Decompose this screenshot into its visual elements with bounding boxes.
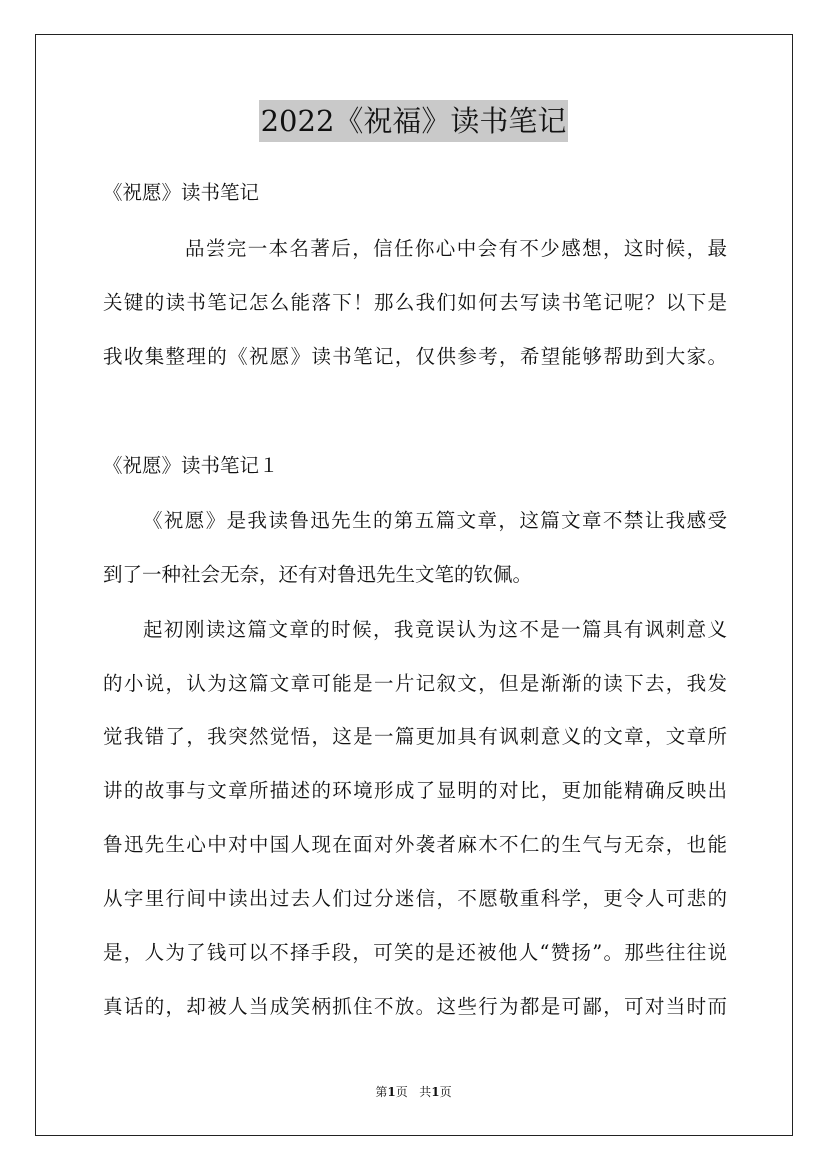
paragraph2-line-4: 讲的故事与文章所描述的环境形成了显明的对比，更加能精确反映出 (103, 779, 727, 802)
footer-page-prefix: 第 (375, 1085, 388, 1099)
paragraph2-line-6: 从字里行间中读出过去人们过分迷信，不愿敬重科学，更令人可悲的 (103, 887, 727, 910)
footer-total-number: 1 (431, 1085, 440, 1099)
paragraph2-line-2: 的小说，认为这篇文章可能是一片记叙文，但是渐渐的读下去，我发 (103, 672, 727, 695)
footer-total-prefix: 共 (419, 1085, 432, 1099)
page-footer (0, 1084, 827, 1100)
paragraph1-line-1: 《祝愿》是我读鲁迅先生的第五篇文章，这篇文章不禁让我感受 (143, 509, 727, 532)
paragraph2-line-5: 鲁迅先生心中对中国人现在面对外袭者麻木不仁的生气与无奈，也能 (103, 833, 727, 856)
subheading: 《祝愿》读书笔记 (103, 181, 260, 204)
paragraph2-line-3: 觉我错了，我突然觉悟，这是一篇更加具有讽刺意义的文章，文章所 (103, 725, 727, 748)
intro-line-3: 我收集整理的《祝愿》读书笔记，仅供参考，希望能够帮助到大家。 (103, 345, 727, 368)
footer-total-suffix: 页 (439, 1085, 452, 1099)
document-title: 2022《祝福》读书笔记 (259, 100, 569, 142)
paragraph2-line-8: 真话的，却被人当成笑柄抓住不放。这些行为都是可鄙，可对当时而 (103, 995, 727, 1018)
paragraph2-line-1: 起初刚读这篇文章的时候，我竟误认为这不是一篇具有讽刺意义 (143, 618, 727, 641)
paragraph2-line-7: 是，人为了钱可以不择手段，可笑的是还被他人“赞扬”。那些往往说 (103, 941, 727, 964)
document-title-container (0, 100, 827, 142)
intro-line-1: 品尝完一本名著后，信任你心中会有不少感想，这时候，最 (185, 237, 727, 260)
paragraph1-line-2: 到了一种社会无奈，还有对鲁迅先生文笔的钦佩。 (103, 563, 533, 586)
footer-page-suffix: 页 (395, 1085, 408, 1099)
intro-line-2: 关键的读书笔记怎么能落下！那么我们如何去写读书笔记呢？以下是 (103, 291, 727, 314)
footer-page-number: 1 (387, 1085, 396, 1099)
section-heading: 《祝愿》读书笔记１ (103, 454, 279, 477)
